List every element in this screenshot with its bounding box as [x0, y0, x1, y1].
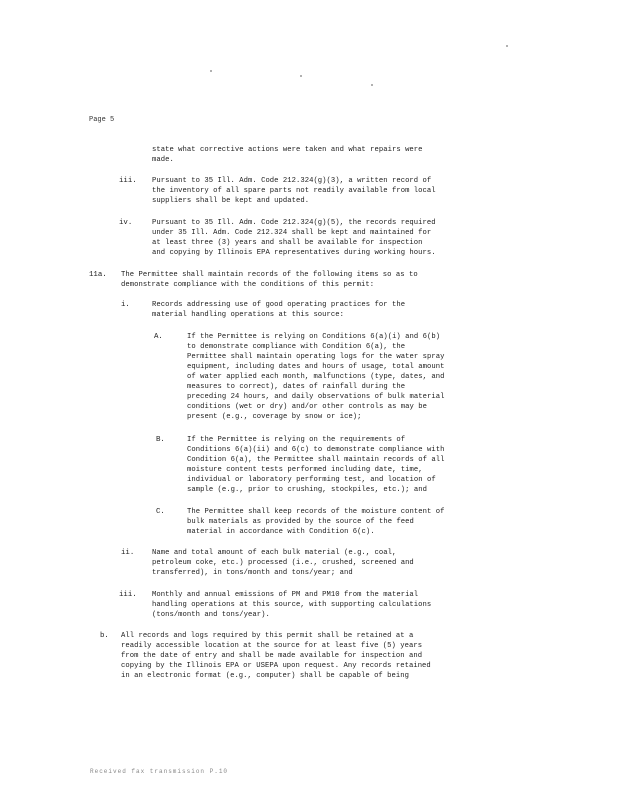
page-label: Page 5 — [89, 116, 115, 124]
text-line: All records and logs required by this permit shall be retained at a — [121, 632, 414, 640]
scan-speck — [210, 70, 212, 72]
text-line: Pursuant to 35 Ill. Adm. Code 212.324(g)(5), the records required — [152, 219, 436, 227]
text-line: material handling operations at this source: — [152, 311, 344, 319]
text-line: (tons/month and tons/year). — [152, 611, 270, 619]
text-line: Name and total amount of each bulk material (e.g., coal, — [152, 549, 397, 557]
text-line: to demonstrate compliance with Condition 6(a), the — [187, 343, 406, 351]
item-label: B. — [156, 436, 165, 444]
text-line: Pursuant to 35 Ill. Adm. Code 212.324(g)(3), a written record of — [152, 177, 432, 185]
text-line: If the Permittee is relying on Conditions 6(a)(i) and 6(b) — [187, 333, 441, 341]
text-line: at least three (3) years and shall be available for inspection — [152, 239, 423, 247]
text-line: If the Permittee is relying on the requirements of — [187, 436, 406, 444]
scan-speck — [300, 75, 302, 77]
text-line: Conditions 6(a)(ii) and 6(c) to demonstrate compliance with — [187, 446, 445, 454]
text-line: equipment, including dates and hours of usage, total amount — [187, 363, 445, 371]
text-line: The Permittee shall maintain records of the following items so as to — [121, 271, 418, 279]
text-line: made. — [152, 156, 174, 164]
text-line: bulk materials as provided by the source of the feed — [187, 518, 414, 526]
text-line: conditions (wet or dry) and/or other controls as may be — [187, 403, 427, 411]
text-line: preceding 24 hours, and daily observations of bulk material — [187, 393, 445, 401]
text-line: handling operations at this source, with supporting calculations — [152, 601, 432, 609]
item-label: A. — [154, 333, 163, 341]
text-line: demonstrate compliance with the conditions of this permit: — [121, 281, 375, 289]
text-line: of water applied each month, malfunctions (type, dates, and — [187, 373, 445, 381]
text-line: in an electronic format (e.g., computer) shall be capable of being — [121, 672, 409, 680]
item-label: b. — [100, 632, 109, 640]
scan-speck — [371, 84, 373, 86]
item-label: 11a. — [89, 271, 107, 279]
text-line: measures to correct), dates of rainfall during the — [187, 383, 406, 391]
text-line: and copying by Illinois EPA representatives during working hours. — [152, 249, 436, 257]
text-line: individual or laboratory performing test, and location of — [187, 476, 436, 484]
text-line: sample (e.g., prior to crushing, stockpiles, etc.); and — [187, 486, 427, 494]
text-line: petroleum coke, etc.) processed (i.e., crushed, screened and — [152, 559, 414, 567]
text-line: under 35 Ill. Adm. Code 212.324 shall be kept and maintained for — [152, 229, 432, 237]
text-line: Permittee shall maintain operating logs for the water spray — [187, 353, 445, 361]
scan-speck — [506, 45, 508, 47]
text-line: Records addressing use of good operating practices for the — [152, 301, 406, 309]
text-line: copying by the Illinois EPA or USEPA upon request. Any records retained — [121, 662, 431, 670]
item-label: C. — [156, 508, 165, 516]
text-line: Condition 6(a), the Permittee shall maintain records of all — [187, 456, 445, 464]
text-line: transferred), in tons/month and tons/year; and — [152, 569, 353, 577]
item-label: iii. — [119, 177, 137, 185]
text-line: present (e.g., coverage by snow or ice); — [187, 413, 362, 421]
item-label: iv. — [119, 219, 133, 227]
text-line: material in accordance with Condition 6(c). — [187, 528, 375, 536]
item-label: i. — [121, 301, 130, 309]
text-line: moisture content tests performed including date, time, — [187, 466, 423, 474]
fax-footer: Received fax transmission P.10 — [90, 768, 229, 775]
item-label: ii. — [121, 549, 135, 557]
text-line: from the date of entry and shall be made available for inspection and — [121, 652, 423, 660]
text-line: suppliers shall be kept and updated. — [152, 197, 310, 205]
item-label: iii. — [119, 591, 137, 599]
text-line: Monthly and annual emissions of PM and PM10 from the material — [152, 591, 419, 599]
text-line: the inventory of all spare parts not readily available from local — [152, 187, 436, 195]
text-line: state what corrective actions were taken and what repairs were — [152, 146, 423, 154]
text-line: The Permittee shall keep records of the moisture content of — [187, 508, 445, 516]
text-line: readily accessible location at the source for at least five (5) years — [121, 642, 423, 650]
